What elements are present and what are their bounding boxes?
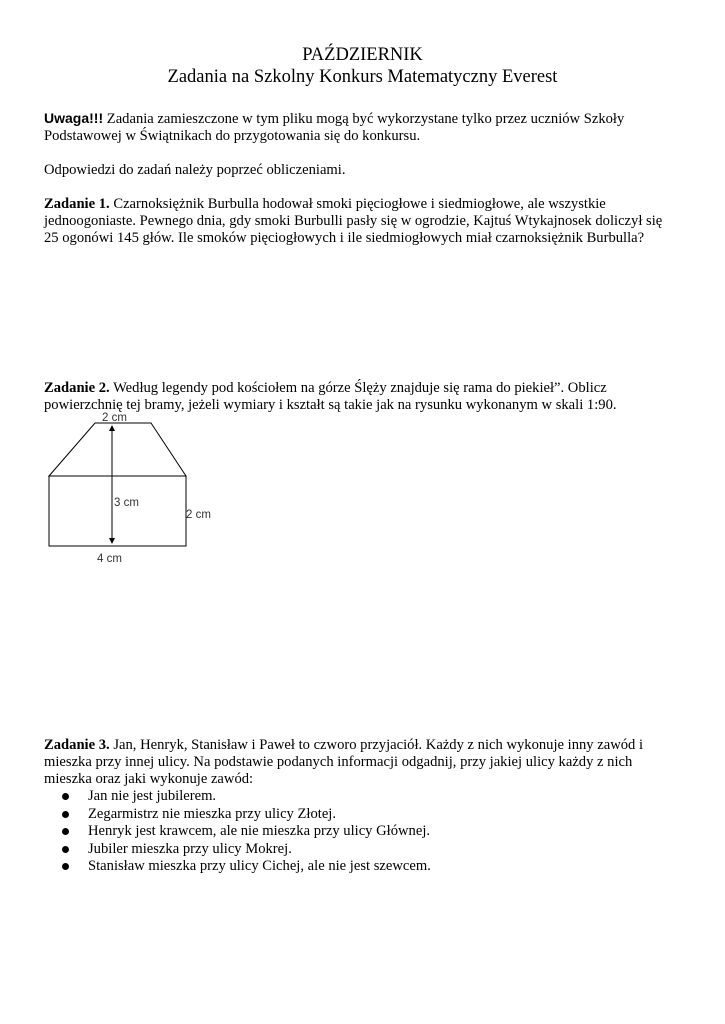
clue-list: [62, 788, 431, 876]
task-1-line-3: 25 ogonówi 145 głów. Ile smoków pięciogłowych i ile siedmiogłowych miał czarnoksiężnik Burbulla?: [44, 230, 645, 247]
list-item: Jan nie jest jubilerem.: [62, 788, 431, 806]
notice-line-1: Zadania zamieszczone w tym pliku mogą być wykorzystane tylko przez uczniów Szkoły: [106, 111, 625, 127]
task-1-label: Zadanie 1.: [44, 196, 110, 212]
bottom-width-label: 4 cm: [97, 553, 122, 565]
list-item: Jubiler mieszka przy ulicy Mokrej.: [62, 841, 431, 859]
top-width-label: 2 cm: [102, 412, 127, 424]
task-3: [44, 737, 684, 789]
total-height-label: 3 cm: [114, 497, 139, 509]
task-2: [44, 380, 684, 414]
bullet-icon: [62, 828, 69, 835]
bullet-icon: [62, 863, 69, 870]
gate-figure: [40, 412, 230, 572]
task-2-line-2: powierzchnię tej bramy, jeżeli wymiary i kształt są takie jak na rysunku wykonanym w skali 1:90.: [44, 397, 617, 414]
task-1: [44, 196, 684, 248]
task-3-line-3: mieszka oraz jaki wykonuje zawód:: [44, 771, 254, 788]
list-item: Henryk jest krawcem, ale nie mieszka przy ulicy Głównej.: [62, 823, 431, 841]
task-1-line-1: Czarnoksiężnik Burbulla hodował smoki pięciogłowe i siedmiogłowe, ale wszystkie: [113, 196, 606, 212]
task-2-label: Zadanie 2.: [44, 380, 110, 396]
bullet-icon: [62, 793, 69, 800]
contest-title: Zadania na Szkolny Konkurs Matematyczny Everest: [167, 67, 558, 87]
bullet-icon: [62, 811, 69, 818]
notice-line-2: Podstawowej w Świątnikach do przygotowania się do konkursu.: [44, 128, 421, 145]
bullet-icon: [62, 846, 69, 853]
month-title: PAŹDZIERNIK: [302, 45, 423, 65]
task-3-line-2: mieszka przy innej ulicy. Na podstawie podanych informacji odgadnij, przy jakiej ulicy każdy z nich: [44, 754, 633, 771]
gate-rectangle: [49, 476, 186, 546]
task-3-line-1: Jan, Henryk, Stanisław i Paweł to czworo przyjaciół. Każdy z nich wykonuje inny zawód i: [113, 737, 644, 753]
task-2-line-1: Według legendy pod kościołem na górze Ślęży znajduje się rama do piekieł”. Oblicz: [113, 380, 607, 396]
instructions-paragraph: Odpowiedzi do zadań należy poprzeć obliczeniami.: [44, 162, 346, 178]
list-item: Stanisław mieszka przy ulicy Cichej, ale nie jest szewcem.: [62, 858, 431, 876]
gate-trapezoid: [49, 423, 186, 476]
notice-label: Uwaga!!!: [44, 110, 104, 126]
notice-paragraph: [44, 110, 684, 145]
rect-height-label: 2 cm: [186, 509, 211, 521]
task-1-line-2: jednoogoniaste. Pewnego dnia, gdy smoki Burbulli pasły się w ogrodzie, Kajtuś Wtykajnosek doliczył się: [44, 213, 663, 230]
gate-diagram: [40, 412, 230, 572]
task-3-label: Zadanie 3.: [44, 737, 110, 753]
list-item: Zegarmistrz nie mieszka przy ulicy Złotej.: [62, 806, 431, 824]
